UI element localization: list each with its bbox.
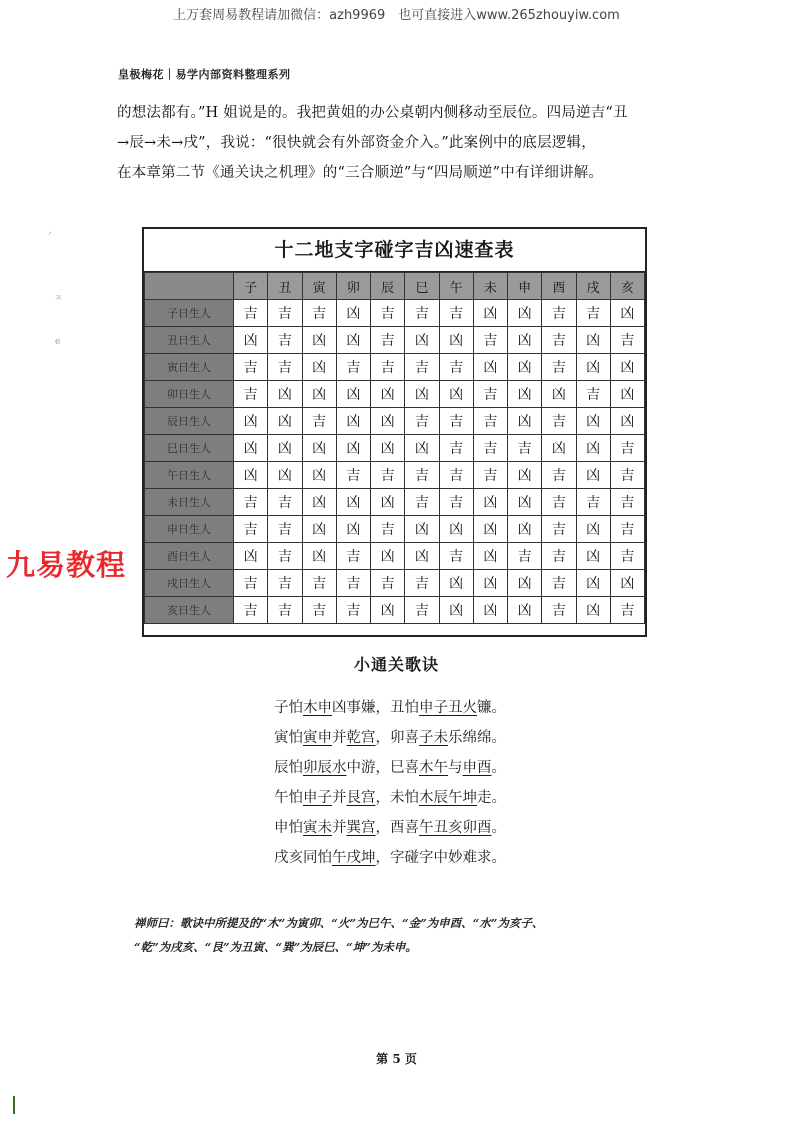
column-header: 寅 (302, 273, 336, 300)
verse-text: ，未怕 (375, 790, 419, 806)
table-cell: 凶 (371, 435, 405, 462)
column-header: 子 (234, 273, 268, 300)
row-label: 巳日生人 (145, 435, 234, 462)
table-title: 十二地支字碰字吉凶速查表 (144, 229, 645, 272)
table-cell: 吉 (336, 462, 370, 489)
table-cell: 凶 (508, 300, 542, 327)
verse-text: 走。 (477, 790, 506, 806)
body-paragraph (117, 98, 677, 188)
table-cell: 凶 (610, 408, 644, 435)
column-header: 亥 (610, 273, 644, 300)
verse-line (274, 813, 506, 843)
row-label: 卯日生人 (145, 381, 234, 408)
verse-text: 镰。 (477, 700, 506, 716)
row-label: 未日生人 (145, 489, 234, 516)
verse-underlined: 子未 (419, 730, 448, 746)
table-cell: 吉 (302, 408, 336, 435)
verse-underlined: 寅申 (303, 730, 332, 746)
table-cell: 吉 (405, 408, 439, 435)
table-cell: 凶 (508, 462, 542, 489)
table-cell: 凶 (234, 435, 268, 462)
table-cell: 凶 (508, 597, 542, 624)
table-cell: 吉 (371, 354, 405, 381)
table-cell: 吉 (234, 597, 268, 624)
note-line: 禅师曰：歌诀中所提及的“木”为寅卯、“火”为巳午、“金”为申酉、“水”为亥子、 (134, 916, 544, 930)
table-cell: 吉 (610, 543, 644, 570)
table-row (145, 543, 645, 570)
header-row (145, 273, 645, 300)
verse-line (274, 723, 506, 753)
row-label: 亥日生人 (145, 597, 234, 624)
table-row (145, 462, 645, 489)
table-cell: 凶 (371, 381, 405, 408)
table-cell: 凶 (336, 489, 370, 516)
table-cell: 凶 (336, 516, 370, 543)
table-cell: 吉 (542, 489, 576, 516)
table-cell: 吉 (302, 300, 336, 327)
table-cell: 凶 (508, 516, 542, 543)
table-cell: 凶 (405, 543, 439, 570)
table-cell: 凶 (268, 381, 302, 408)
table-cell: 吉 (610, 327, 644, 354)
table-cell: 吉 (542, 462, 576, 489)
verse-underlined: 申酉 (462, 760, 492, 776)
table-cell: 吉 (576, 489, 610, 516)
table-cell: 凶 (439, 381, 473, 408)
table-cell: 凶 (336, 300, 370, 327)
table-cell: 凶 (508, 489, 542, 516)
paragraph-line: 的想法都有。”H 姐说是的。我把黄姐的办公桌朝内侧移动至辰位。四局逆吉“丑 (117, 105, 628, 121)
table-cell: 吉 (234, 570, 268, 597)
row-label: 申日生人 (145, 516, 234, 543)
verse-text: 戌亥同怕 (274, 850, 332, 866)
table-cell: 吉 (371, 327, 405, 354)
table-cell: 凶 (439, 327, 473, 354)
table-cell: 凶 (610, 354, 644, 381)
table-cell: 凶 (508, 354, 542, 381)
table-cell: 吉 (268, 489, 302, 516)
verse-text: 乐绵绵。 (448, 730, 506, 746)
verse-text: ，字碰字中妙难求。 (375, 850, 506, 866)
table-cell: 吉 (576, 300, 610, 327)
table-cell: 凶 (542, 381, 576, 408)
table-cell: 凶 (405, 435, 439, 462)
branch-grid (144, 272, 645, 624)
table-cell: 吉 (439, 435, 473, 462)
table-cell: 吉 (473, 435, 507, 462)
verse-underlined: 申子 (303, 790, 332, 806)
verse-text: 与 (448, 760, 463, 776)
table-cell: 吉 (268, 516, 302, 543)
table-cell: 吉 (405, 597, 439, 624)
table-cell: 吉 (405, 570, 439, 597)
watermark-logo: 九易教程 (6, 548, 127, 582)
table-cell: 凶 (473, 354, 507, 381)
table-cell: 凶 (302, 354, 336, 381)
margin-mark: ㅈ (54, 294, 63, 304)
verse-underlined: 木午 (419, 760, 448, 776)
table-cell: 吉 (336, 354, 370, 381)
table-cell: 吉 (302, 597, 336, 624)
verse-underlined: 卯辰水 (303, 760, 347, 776)
table-cell: 凶 (234, 408, 268, 435)
column-header: 申 (508, 273, 542, 300)
table-cell: 吉 (371, 516, 405, 543)
verse-underlined: 乾宫 (346, 730, 376, 746)
table-cell: 吉 (473, 408, 507, 435)
table-cell: 凶 (302, 462, 336, 489)
table-cell: 吉 (508, 435, 542, 462)
column-header: 卯 (336, 273, 370, 300)
table-cell: 吉 (439, 354, 473, 381)
table-cell: 吉 (542, 570, 576, 597)
table-cell: 吉 (542, 408, 576, 435)
table-cell: 凶 (610, 570, 644, 597)
table-cell: 凶 (473, 516, 507, 543)
column-header: 丑 (268, 273, 302, 300)
table-cell: 凶 (405, 516, 439, 543)
verse-text: ，卯喜 (375, 730, 419, 746)
table-row (145, 516, 645, 543)
corner-cell (145, 273, 234, 300)
table-cell: 吉 (234, 381, 268, 408)
table-row (145, 489, 645, 516)
table-cell: 吉 (542, 300, 576, 327)
table-cell: 吉 (371, 462, 405, 489)
table-cell: 凶 (576, 435, 610, 462)
table-cell: 凶 (336, 408, 370, 435)
table-cell: 凶 (268, 435, 302, 462)
lookup-table (142, 227, 647, 637)
table-cell: 吉 (234, 489, 268, 516)
table-cell: 吉 (336, 570, 370, 597)
verse-line (274, 783, 506, 813)
table-cell: 凶 (371, 489, 405, 516)
table-cell: 凶 (371, 597, 405, 624)
table-cell: 吉 (439, 300, 473, 327)
verse-underlined: 寅未 (303, 820, 332, 836)
table-cell: 凶 (268, 408, 302, 435)
table-cell: 吉 (336, 543, 370, 570)
table-cell: 吉 (610, 462, 644, 489)
verse-underlined: 申子丑火 (419, 700, 477, 716)
table-row (145, 327, 645, 354)
edge-mark (13, 1096, 15, 1114)
table-cell: 吉 (473, 327, 507, 354)
table-cell: 凶 (508, 570, 542, 597)
table-cell: 凶 (576, 516, 610, 543)
download-banner: 上万套周易教程请加微信：azh9969 也可直接进入www.265zhouyiw.com (173, 8, 620, 23)
table-cell: 吉 (234, 300, 268, 327)
table-cell: 凶 (576, 570, 610, 597)
table-cell: 凶 (508, 381, 542, 408)
table-cell: 凶 (302, 381, 336, 408)
table-cell: 吉 (439, 408, 473, 435)
table-cell: 凶 (336, 327, 370, 354)
verse-text: 并 (332, 820, 347, 836)
table-cell: 凶 (610, 381, 644, 408)
verse-line (274, 753, 506, 783)
table-row (145, 435, 645, 462)
table-cell: 凶 (234, 543, 268, 570)
table-cell: 吉 (268, 300, 302, 327)
page-number: 第 5 页 (376, 1052, 417, 1066)
table-cell: 凶 (576, 354, 610, 381)
table-cell: 吉 (234, 354, 268, 381)
table-cell: 吉 (405, 489, 439, 516)
verse-text: 中游，巳喜 (346, 760, 419, 776)
table-cell: 凶 (302, 543, 336, 570)
table-cell: 吉 (439, 543, 473, 570)
table-cell: 凶 (336, 381, 370, 408)
verse-text: 子怕 (274, 700, 303, 716)
table-cell: 凶 (508, 408, 542, 435)
row-label: 酉日生人 (145, 543, 234, 570)
table-cell: 吉 (542, 354, 576, 381)
song-title: 小通关歌诀 (353, 655, 439, 674)
column-header: 未 (473, 273, 507, 300)
table-cell: 吉 (268, 354, 302, 381)
note-line: “乾”为戌亥、“艮”为丑寅、“巽”为辰巳、“坤”为未申。 (134, 940, 417, 954)
table-cell: 吉 (473, 381, 507, 408)
table-row (145, 408, 645, 435)
table-cell: 凶 (302, 516, 336, 543)
column-header: 辰 (371, 273, 405, 300)
table-cell: 吉 (268, 543, 302, 570)
row-label: 子日生人 (145, 300, 234, 327)
verse-text: 寅怕 (274, 730, 303, 746)
table-cell: 吉 (405, 354, 439, 381)
verse-underlined: 艮宫 (346, 790, 376, 806)
margin-mark: ᐟ (48, 231, 52, 241)
table-cell: 凶 (405, 327, 439, 354)
table-cell: 凶 (371, 408, 405, 435)
verse-line (274, 843, 506, 873)
table-cell: 吉 (542, 597, 576, 624)
table-cell: 凶 (576, 597, 610, 624)
table-cell: 凶 (576, 543, 610, 570)
table-cell: 吉 (542, 543, 576, 570)
table-cell: 凶 (508, 327, 542, 354)
table-cell: 凶 (576, 327, 610, 354)
grid-body (145, 300, 645, 624)
verse-line (274, 693, 506, 723)
table-cell: 凶 (302, 435, 336, 462)
verse-text: 并 (332, 730, 347, 746)
table-cell: 吉 (336, 597, 370, 624)
table-cell: 凶 (542, 435, 576, 462)
table-cell: 吉 (234, 516, 268, 543)
table-cell: 凶 (405, 381, 439, 408)
master-note (134, 911, 679, 959)
table-cell: 凶 (576, 408, 610, 435)
table-cell: 吉 (576, 381, 610, 408)
table-cell: 吉 (371, 570, 405, 597)
verse-text: 申怕 (274, 820, 303, 836)
verse-underlined: 午戌坤 (332, 850, 376, 866)
table-cell: 吉 (508, 543, 542, 570)
verse-text: 辰怕 (274, 760, 303, 776)
verse-text: 午怕 (274, 790, 303, 806)
table-cell: 凶 (439, 597, 473, 624)
table-cell: 吉 (542, 327, 576, 354)
verse-underlined: 木申 (303, 700, 332, 716)
table-cell: 吉 (439, 489, 473, 516)
song-verses (274, 693, 506, 873)
column-header: 戌 (576, 273, 610, 300)
table-cell: 吉 (610, 489, 644, 516)
table-row (145, 597, 645, 624)
verse-underlined: 巽宫 (346, 820, 376, 836)
row-label: 戌日生人 (145, 570, 234, 597)
verse-text: 。 (491, 820, 506, 836)
column-header: 午 (439, 273, 473, 300)
table-row (145, 300, 645, 327)
table-cell: 凶 (473, 570, 507, 597)
table-cell: 吉 (405, 300, 439, 327)
table-cell: 凶 (234, 327, 268, 354)
table-cell: 凶 (473, 489, 507, 516)
row-label: 午日生人 (145, 462, 234, 489)
verse-text: 。 (491, 760, 506, 776)
table-cell: 凶 (268, 462, 302, 489)
table-cell: 吉 (473, 462, 507, 489)
table-cell: 凶 (439, 570, 473, 597)
table-cell: 吉 (439, 462, 473, 489)
verse-text: 并 (332, 790, 347, 806)
column-header: 巳 (405, 273, 439, 300)
table-cell: 吉 (610, 516, 644, 543)
column-header: 酉 (542, 273, 576, 300)
table-cell: 凶 (576, 462, 610, 489)
table-cell: 凶 (473, 597, 507, 624)
table-cell: 吉 (610, 597, 644, 624)
paragraph-line: 在本章第二节《通关诀之机理》的“三合顺逆”与“四局顺逆”中有详细讲解。 (117, 165, 604, 181)
table-cell: 吉 (268, 597, 302, 624)
table-cell: 吉 (405, 462, 439, 489)
verse-text: ，酉喜 (375, 820, 419, 836)
table-cell: 凶 (371, 543, 405, 570)
table-row (145, 381, 645, 408)
table-cell: 吉 (542, 516, 576, 543)
table-cell: 凶 (336, 435, 370, 462)
margin-mark: e (55, 337, 61, 347)
table-cell: 吉 (268, 570, 302, 597)
table-cell: 吉 (302, 570, 336, 597)
table-cell: 凶 (234, 462, 268, 489)
table-cell: 凶 (439, 516, 473, 543)
table-cell: 吉 (268, 327, 302, 354)
paragraph-line: →辰→未→戌”，我说：“很快就会有外部资金介入。”此案例中的底层逻辑， (117, 135, 596, 151)
table-cell: 凶 (473, 300, 507, 327)
table-row (145, 570, 645, 597)
row-label: 辰日生人 (145, 408, 234, 435)
table-cell: 吉 (371, 300, 405, 327)
table-cell: 凶 (610, 300, 644, 327)
verse-underlined: 午丑亥卯酉 (419, 820, 492, 836)
series-header: 皇极梅花｜易学内部资料整理系列 (118, 68, 291, 81)
verse-underlined: 木辰午坤 (419, 790, 477, 806)
table-cell: 吉 (610, 435, 644, 462)
row-label: 寅日生人 (145, 354, 234, 381)
table-cell: 凶 (302, 327, 336, 354)
table-cell: 凶 (302, 489, 336, 516)
table-cell: 凶 (473, 543, 507, 570)
row-label: 丑日生人 (145, 327, 234, 354)
table-row (145, 354, 645, 381)
verse-text: 凶事嫌，丑怕 (332, 700, 419, 716)
